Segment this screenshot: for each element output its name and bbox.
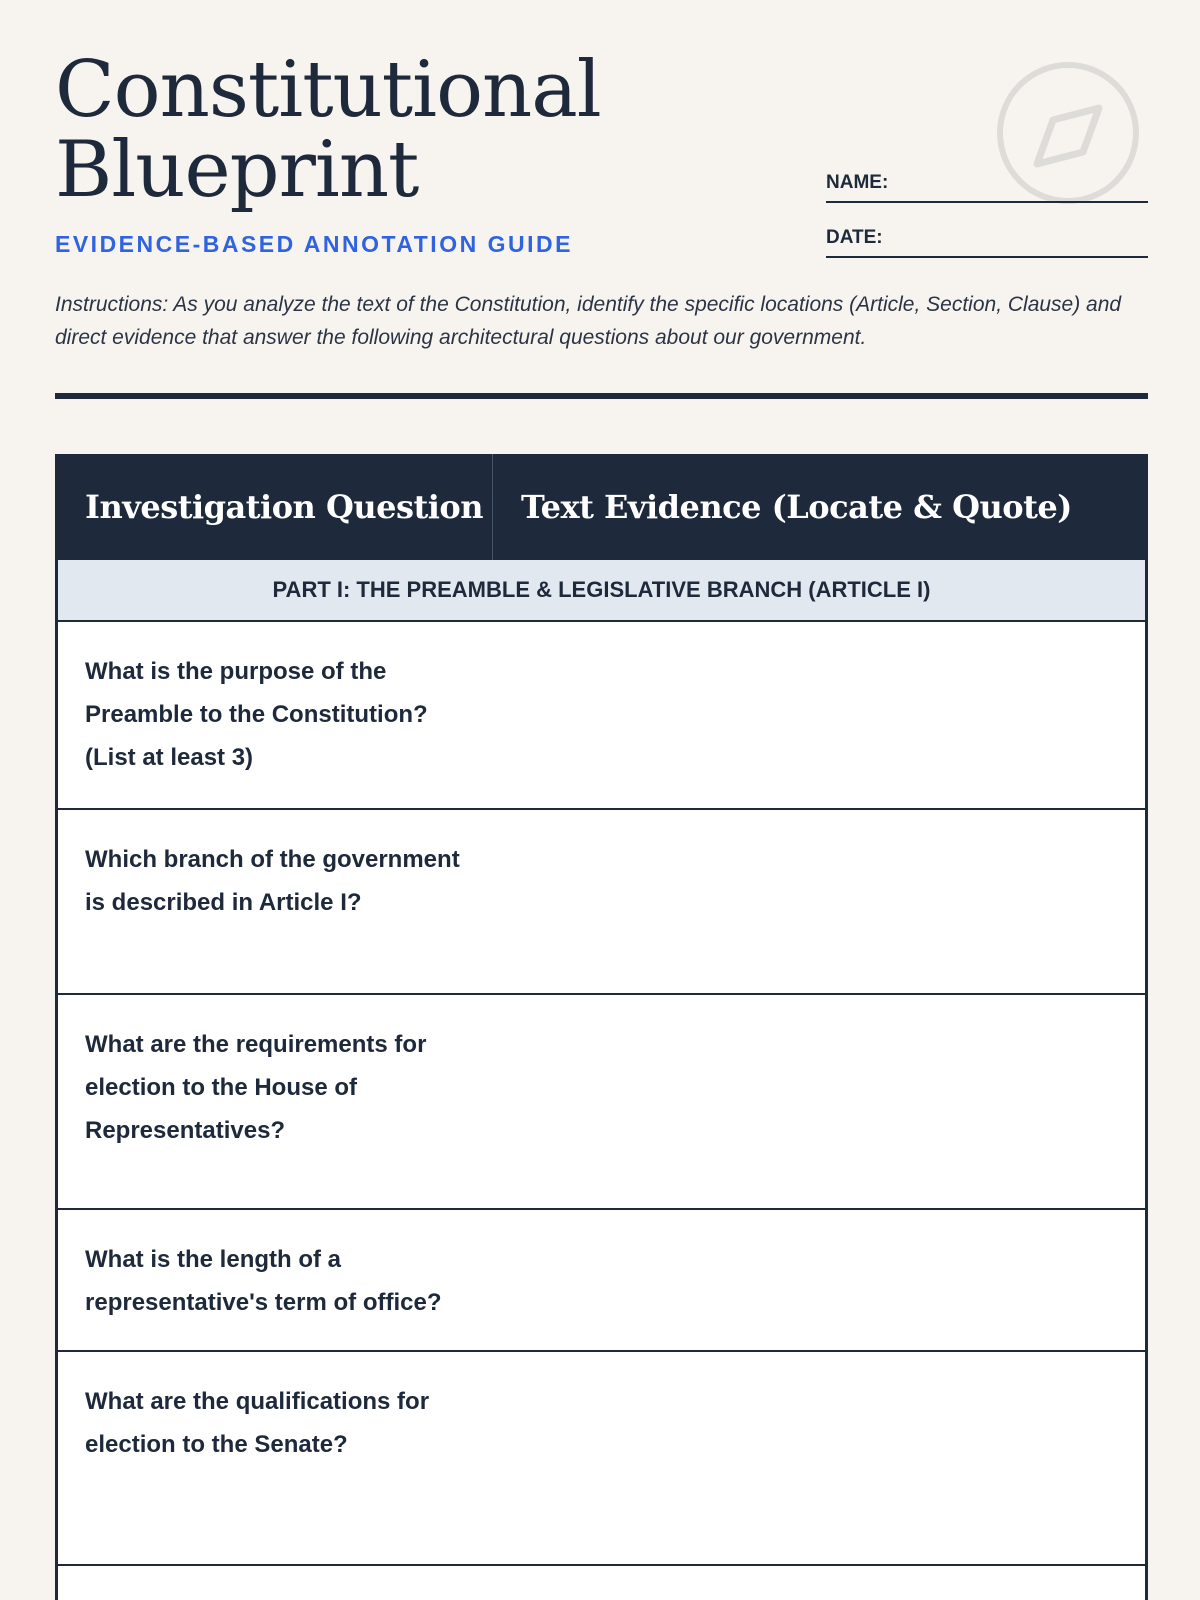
title-line-2: Blueprint <box>55 125 419 215</box>
table-row <box>58 1352 1145 1566</box>
evidence-cell[interactable] <box>493 995 1145 1208</box>
page-title <box>55 45 601 215</box>
name-field[interactable] <box>826 172 1148 203</box>
evidence-cell[interactable] <box>493 810 1145 993</box>
title-line-1: Constitutional <box>55 45 601 135</box>
date-label: DATE: <box>826 227 883 248</box>
page-subtitle: EVIDENCE-BASED ANNOTATION GUIDE <box>55 231 573 257</box>
worksheet-header <box>55 0 1145 270</box>
evidence-cell[interactable] <box>493 622 1145 808</box>
table-row <box>58 1566 1145 1600</box>
evidence-cell[interactable] <box>493 1210 1145 1350</box>
question-cell: What is the purpose of the Preamble to the Constitution? (List at least 3) <box>85 658 428 771</box>
evidence-table <box>55 454 1148 1600</box>
table-header <box>58 454 1145 560</box>
question-cell: What are the requirements for election to the House of Representatives? <box>85 1031 427 1144</box>
section-heading: PART I: THE PREAMBLE & LEGISLATIVE BRANCH (ARTICLE I) <box>58 560 1145 622</box>
table-row <box>58 810 1145 995</box>
date-field[interactable] <box>826 227 1148 258</box>
instructions-text: Instructions: As you analyze the text of the Constitution, identify the specific locations (Article, Section, Clause) and direct evidence that answer the following architectural questions about our government. <box>55 293 1122 349</box>
evidence-cell[interactable] <box>493 1352 1145 1564</box>
question-cell: Which branch of the government is described in Article I? <box>85 846 460 916</box>
question-cell: What is the length of a representative's term of office? <box>85 1246 442 1316</box>
evidence-cell[interactable] <box>493 1566 1145 1600</box>
name-label: NAME: <box>826 172 889 193</box>
column-header-evidence: Text Evidence (Locate & Quote) <box>521 488 1072 526</box>
table-row <box>58 995 1145 1210</box>
header-divider <box>55 393 1148 399</box>
question-cell <box>58 1566 493 1600</box>
question-cell: What are the qualifications for election to the Senate? <box>85 1388 430 1458</box>
table-row <box>58 1210 1145 1352</box>
table-row <box>58 622 1145 810</box>
column-header-question: Investigation Question <box>58 454 493 560</box>
